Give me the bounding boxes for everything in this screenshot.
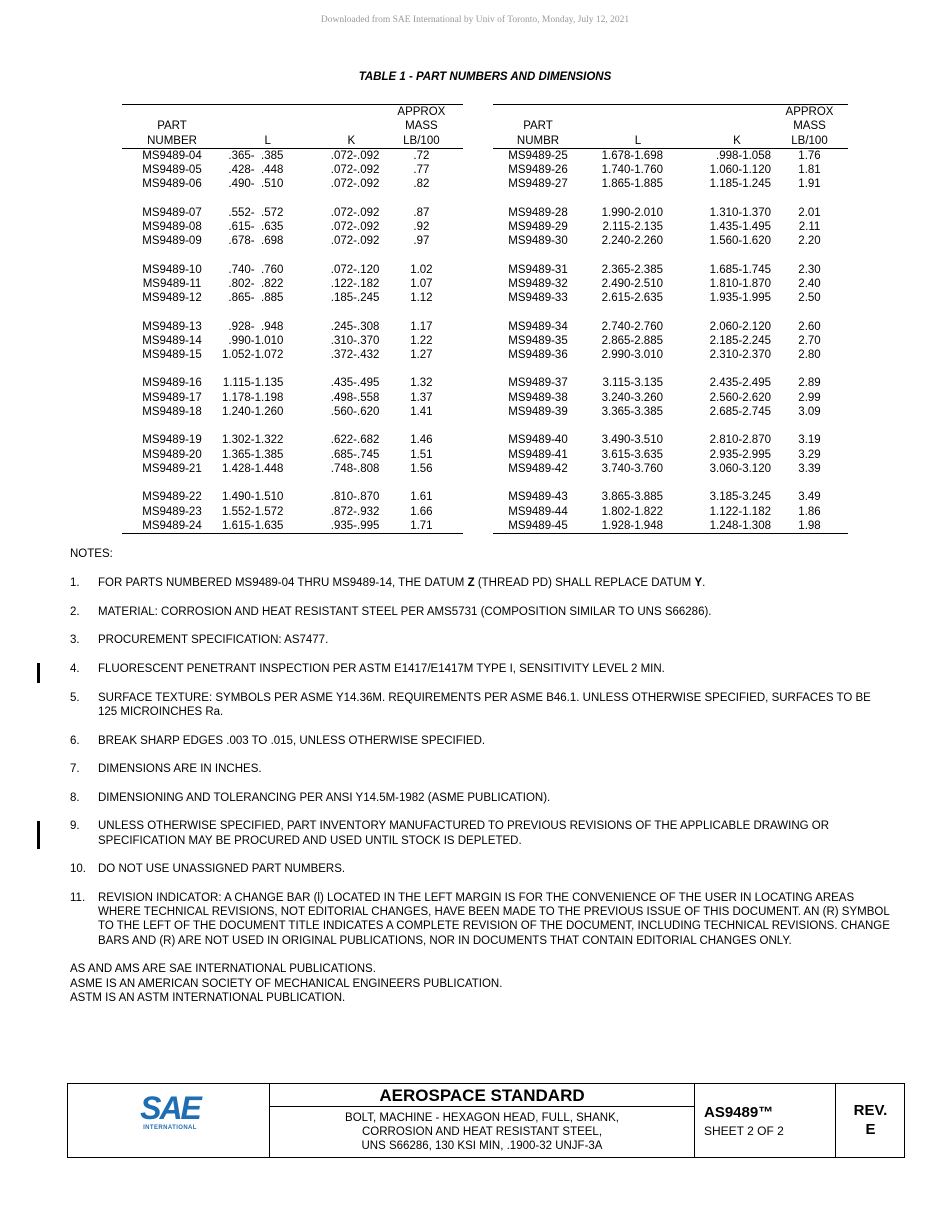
k-dimension-cell: .810-.870 xyxy=(330,491,380,504)
l-dimension-cell: 3.615-3.635 xyxy=(601,448,663,461)
k-dimension-cell: .072-.092 xyxy=(330,235,380,248)
k-dimension-cell: .622-.682 xyxy=(330,434,380,447)
mass-cell: .77 xyxy=(413,164,430,177)
note-number: 7. xyxy=(70,763,80,776)
l-dimension-cell: 1.302-1.322 xyxy=(222,434,284,447)
part-number-cell: MS9489-11 xyxy=(142,277,202,290)
mass-cell: 1.41 xyxy=(410,406,433,419)
table-row xyxy=(493,220,848,234)
mass-cell: 3.49 xyxy=(798,491,821,504)
note-text: DO NOT USE UNASSIGNED PART NUMBERS. xyxy=(98,863,346,876)
publication-line: ASME IS AN AMERICAN SOCIETY OF MECHANICAL ENGINEERS PUBLICATION. xyxy=(70,977,503,990)
mass-cell: 3.19 xyxy=(798,434,821,447)
table-row xyxy=(493,163,848,177)
l-dimension-cell: 3.490-3.510 xyxy=(601,434,663,447)
note-item xyxy=(70,819,890,848)
mass-cell: 1.46 xyxy=(410,434,433,447)
note-text: UNLESS OTHERWISE SPECIFIED, PART INVENTORY MANUFACTURED TO PREVIOUS REVISIONS OF THE APPLICABLE DRAWING OR SPECIFICATION MAY BE PROCURED AND USED UNTIL STOCK IS DEPLETED. xyxy=(98,820,830,847)
k-dimension-cell: .072-.092 xyxy=(330,178,380,191)
group-spacer xyxy=(122,249,463,263)
table-row xyxy=(122,519,463,534)
table-row xyxy=(493,277,848,291)
mass-cell: 1.51 xyxy=(410,448,433,461)
l-dimension-cell: 1.740-1.760 xyxy=(601,164,663,177)
group-spacer xyxy=(122,476,463,490)
part-number-cell: MS9489-07 xyxy=(142,206,202,219)
part-number-cell: MS9489-26 xyxy=(508,164,568,177)
group-spacer xyxy=(122,306,463,320)
note-item xyxy=(70,605,890,619)
l-dimension-cell: .490- .510 xyxy=(228,178,284,191)
revision-cell xyxy=(836,1084,905,1157)
l-dimension-cell: 2.740-2.760 xyxy=(601,320,663,333)
part-number-cell: MS9489-37 xyxy=(508,377,568,390)
note-item xyxy=(70,891,890,948)
part-number-cell: MS9489-21 xyxy=(142,462,202,475)
sae-logo-subtext: INTERNATIONAL xyxy=(143,1125,197,1131)
table-row xyxy=(122,490,463,504)
note-text: FOR PARTS NUMBERED MS9489-04 THRU MS9489-14, THE DATUM Z (THREAD PD) SHALL REPLACE DATUM Y. xyxy=(98,577,706,590)
mass-cell: 1.12 xyxy=(410,292,433,305)
part-number-cell: MS9489-14 xyxy=(142,334,202,347)
l-dimension-cell: .802- .822 xyxy=(228,277,284,290)
sae-logo xyxy=(136,1090,204,1131)
mass-cell: .87 xyxy=(413,206,430,219)
header-l: L xyxy=(222,105,293,148)
l-dimension-cell: 1.990-2.010 xyxy=(601,206,663,219)
k-dimension-cell: 1.185-1.245 xyxy=(709,178,771,191)
revision: REV. E xyxy=(836,1101,905,1139)
header-k: K xyxy=(293,105,379,148)
l-dimension-cell: .615- .635 xyxy=(228,221,284,234)
k-dimension-cell: .935-.995 xyxy=(293,519,379,534)
part-number-cell: MS9489-36 xyxy=(508,349,568,362)
l-dimension-cell: 1.178-1.198 xyxy=(222,391,284,404)
note-item xyxy=(70,762,890,776)
notes-title: NOTES: xyxy=(70,548,113,560)
group-spacer xyxy=(493,249,848,263)
k-dimension-cell: .245-.308 xyxy=(330,320,380,333)
mass-cell: 1.98 xyxy=(771,519,848,534)
k-dimension-cell: 2.685-2.745 xyxy=(709,406,771,419)
note-number: 10. xyxy=(70,863,86,876)
k-dimension-cell: .498-.558 xyxy=(330,391,380,404)
mass-cell: 1.27 xyxy=(410,349,433,362)
l-dimension-cell: 1.365-1.385 xyxy=(222,448,284,461)
l-dimension-cell: 1.490-1.510 xyxy=(222,491,284,504)
k-dimension-cell: 2.560-2.620 xyxy=(709,391,771,404)
part-number-cell: MS9489-16 xyxy=(142,377,202,390)
k-dimension-cell: 1.060-1.120 xyxy=(709,164,771,177)
parts-table-left xyxy=(122,104,463,534)
table-row xyxy=(493,291,848,305)
table-row xyxy=(122,163,463,177)
l-dimension-cell: 1.802-1.822 xyxy=(601,505,663,518)
note-text: REVISION INDICATOR: A CHANGE BAR (l) LOCATED IN THE LEFT MARGIN IS FOR THE CONVENIENCE OF THE USER IN LOCATING AREAS WHERE TECHNICAL REVISIONS, NOT EDITORIAL CHANGES, HAVE BEEN MADE TO THE PREVIOUS ISSUE OF THIS DOCUMENT. AN (R) SYMBOL TO THE LEFT OF THE DOCUMENT TITLE INDICATES A COMPLETE REVISION OF THE DOCUMENT, INCLUDING TECHNICAL REVISIONS. CHANGE BARS AND (R) ARE NOT USED IN ORIGINAL PUBLICATIONS, NOR IN DOCUMENTS THAT CONTAIN EDITORIAL CHANGES ONLY. xyxy=(98,891,890,947)
table-row xyxy=(122,220,463,234)
part-number-cell: MS9489-17 xyxy=(142,391,202,404)
mass-cell: 1.17 xyxy=(410,320,433,333)
table-row xyxy=(493,448,848,462)
mass-cell: 1.81 xyxy=(798,164,821,177)
table-row xyxy=(122,433,463,447)
k-dimension-cell: .072-.092 xyxy=(330,206,380,219)
table-row xyxy=(493,148,848,163)
table-row xyxy=(493,234,848,248)
group-spacer xyxy=(493,306,848,320)
l-dimension-cell: 2.990-3.010 xyxy=(601,349,663,362)
mass-cell: 1.56 xyxy=(410,462,433,475)
part-number-cell: MS9489-43 xyxy=(508,491,568,504)
part-number-cell: MS9489-06 xyxy=(142,178,202,191)
mass-cell: 1.22 xyxy=(410,334,433,347)
table-title: TABLE 1 - PART NUMBERS AND DIMENSIONS xyxy=(358,71,612,83)
part-number-cell: MS9489-22 xyxy=(142,491,202,504)
note-number: 4. xyxy=(70,663,80,676)
mass-cell: 2.60 xyxy=(798,320,821,333)
k-dimension-cell: .998-1.058 xyxy=(716,149,771,162)
mass-cell: 2.20 xyxy=(798,235,821,248)
table-row xyxy=(493,348,848,362)
mass-cell: 3.09 xyxy=(798,406,821,419)
part-number-cell: MS9489-42 xyxy=(508,462,568,475)
l-dimension-cell: 2.615-2.635 xyxy=(601,292,663,305)
part-number-cell: MS9489-32 xyxy=(508,277,568,290)
l-dimension-cell: 2.865-2.885 xyxy=(601,334,663,347)
l-dimension-cell: 3.865-3.885 xyxy=(601,491,663,504)
part-number-cell: MS9489-05 xyxy=(142,164,202,177)
note-text: FLUORESCENT PENETRANT INSPECTION PER ASTM E1417/E1417M TYPE I, SENSITIVITY LEVEL 2 MIN. xyxy=(98,663,665,676)
mass-cell: 1.61 xyxy=(410,491,433,504)
k-dimension-cell: .185-.245 xyxy=(330,292,380,305)
l-dimension-cell: 1.678-1.698 xyxy=(601,149,663,162)
part-number-cell: MS9489-04 xyxy=(142,149,202,162)
mass-cell: 2.50 xyxy=(798,292,821,305)
table-row xyxy=(122,234,463,248)
table-row xyxy=(493,505,848,519)
logo-cell xyxy=(68,1084,270,1157)
note-number: 2. xyxy=(70,605,80,618)
mass-cell: .72 xyxy=(413,149,430,162)
table-row xyxy=(493,519,848,534)
l-dimension-cell: 1.552-1.572 xyxy=(222,505,284,518)
l-dimension-cell: 2.365-2.385 xyxy=(601,263,663,276)
header-mass: APPROX MASS LB/100 xyxy=(379,105,463,148)
l-dimension-cell: 1.052-1.072 xyxy=(222,349,284,362)
mass-cell: .92 xyxy=(413,221,430,234)
table-row xyxy=(493,490,848,504)
mass-cell: 2.01 xyxy=(798,206,821,219)
part-number-cell: MS9489-20 xyxy=(142,448,202,461)
l-dimension-cell: 2.240-2.260 xyxy=(601,235,663,248)
part-number-cell: MS9489-27 xyxy=(508,178,568,191)
notes-section xyxy=(70,547,890,1005)
part-number-cell: MS9489-35 xyxy=(508,334,568,347)
note-item xyxy=(70,862,890,876)
note-number: 5. xyxy=(70,691,80,704)
l-dimension-cell: .990-1.010 xyxy=(228,334,284,347)
table-row xyxy=(122,263,463,277)
k-dimension-cell: 2.310-2.370 xyxy=(709,349,771,362)
l-dimension-cell: .928- .948 xyxy=(228,320,284,333)
l-dimension-cell: .740- .760 xyxy=(228,263,284,276)
l-dimension-cell: 3.115-3.135 xyxy=(602,377,663,390)
change-bar xyxy=(37,663,40,683)
revision-letter: E xyxy=(865,1121,876,1138)
part-number-cell: MS9489-12 xyxy=(142,292,202,305)
table-row xyxy=(493,433,848,447)
part-number-cell: MS9489-10 xyxy=(142,263,202,276)
table-row xyxy=(122,291,463,305)
group-spacer xyxy=(493,192,848,206)
l-dimension-cell: 2.115-2.135 xyxy=(602,221,663,234)
group-spacer xyxy=(493,362,848,376)
mass-cell: 1.66 xyxy=(410,505,433,518)
table-row xyxy=(122,334,463,348)
part-number-cell: MS9489-33 xyxy=(508,292,568,305)
part-number-cell: MS9489-44 xyxy=(508,505,568,518)
change-bar xyxy=(37,821,40,849)
publications xyxy=(70,962,890,1005)
note-text: SURFACE TEXTURE: SYMBOLS PER ASME Y14.36M. REQUIREMENTS PER ASME B46.1. UNLESS OTHERWISE SPECIFIED, SURFACES TO BE 125 MICROINCHES Ra. xyxy=(98,691,871,718)
note-text: BREAK SHARP EDGES .003 TO .015, UNLESS OTHERWISE SPECIFIED. xyxy=(98,734,486,747)
notes-list xyxy=(70,576,890,948)
k-dimension-cell: 3.185-3.245 xyxy=(709,491,771,504)
l-dimension-cell: 3.240-3.260 xyxy=(601,391,663,404)
title-block xyxy=(67,1083,905,1158)
k-dimension-cell: 1.248-1.308 xyxy=(673,519,771,534)
header-mass: APPROX MASS LB/100 xyxy=(771,105,848,148)
k-dimension-cell: .435-.495 xyxy=(330,377,380,390)
part-number-cell: MS9489-08 xyxy=(142,221,202,234)
header-part-number: PART NUMBER xyxy=(122,105,222,148)
group-spacer xyxy=(122,419,463,433)
part-number-cell: MS9489-41 xyxy=(508,448,568,461)
note-number: 6. xyxy=(70,734,80,747)
k-dimension-cell: .560-.620 xyxy=(330,406,380,419)
table-row xyxy=(122,391,463,405)
k-dimension-cell: .872-.932 xyxy=(330,505,380,518)
l-dimension-cell: .865- .885 xyxy=(228,292,284,305)
l-dimension-cell: 2.490-2.510 xyxy=(601,277,663,290)
l-dimension-cell: 1.240-1.260 xyxy=(222,406,284,419)
l-dimension-cell: .365- .385 xyxy=(228,149,284,162)
k-dimension-cell: .685-.745 xyxy=(330,448,380,461)
part-number-cell: MS9489-29 xyxy=(508,221,568,234)
table-row xyxy=(493,177,848,191)
k-dimension-cell: .122-.182 xyxy=(330,277,380,290)
k-dimension-cell: 2.060-2.120 xyxy=(709,320,771,333)
k-dimension-cell: .748-.808 xyxy=(330,462,380,475)
l-dimension-cell: 1.428-1.448 xyxy=(222,462,284,475)
mass-cell: 1.91 xyxy=(798,178,821,191)
table-row xyxy=(122,320,463,334)
table-row xyxy=(122,206,463,220)
part-number-cell: MS9489-39 xyxy=(508,406,568,419)
note-text: PROCUREMENT SPECIFICATION: AS7477. xyxy=(98,634,329,647)
header-l: L xyxy=(583,105,673,148)
l-dimension-cell: .552- .572 xyxy=(228,206,284,219)
group-spacer xyxy=(122,192,463,206)
table-row xyxy=(122,277,463,291)
part-number-cell: MS9489-19 xyxy=(142,434,202,447)
mass-cell: 1.76 xyxy=(798,149,821,162)
table-row xyxy=(493,376,848,390)
note-number: 1. xyxy=(70,577,80,590)
group-spacer xyxy=(122,362,463,376)
mass-cell: 1.07 xyxy=(410,277,433,290)
l-dimension-cell: 1.928-1.948 xyxy=(583,519,673,534)
mass-cell: .97 xyxy=(413,235,430,248)
part-number-cell: MS9489-30 xyxy=(508,235,568,248)
standard-heading: AEROSPACE STANDARD xyxy=(270,1084,694,1107)
table-row xyxy=(493,320,848,334)
part-number-cell: MS9489-09 xyxy=(142,235,202,248)
sae-logo-mark: SAE xyxy=(140,1090,200,1126)
mass-cell: 2.80 xyxy=(798,349,821,362)
l-dimension-cell: .428- .448 xyxy=(228,164,284,177)
k-dimension-cell: 1.435-1.495 xyxy=(709,221,771,234)
group-spacer xyxy=(493,476,848,490)
k-dimension-cell: 2.185-2.245 xyxy=(709,334,771,347)
k-dimension-cell: 1.935-1.995 xyxy=(709,292,771,305)
publication-line: ASTM IS AN ASTM INTERNATIONAL PUBLICATION. xyxy=(70,991,346,1004)
k-dimension-cell: 1.310-1.370 xyxy=(709,206,771,219)
table-row xyxy=(122,177,463,191)
k-dimension-cell: 2.935-2.995 xyxy=(709,448,771,461)
k-dimension-cell: .072-.092 xyxy=(330,164,380,177)
k-dimension-cell: .072-.120 xyxy=(330,263,380,276)
mass-cell: 3.39 xyxy=(798,462,821,475)
part-number-cell: MS9489-34 xyxy=(508,320,568,333)
sheet-number: SHEET 2 OF 2 xyxy=(704,1124,784,1138)
header-k: K xyxy=(673,105,771,148)
part-number-cell: MS9489-18 xyxy=(142,406,202,419)
part-number-cell: MS9489-31 xyxy=(508,263,568,276)
mass-cell: 1.32 xyxy=(410,377,433,390)
k-dimension-cell: 3.060-3.120 xyxy=(709,462,771,475)
download-watermark: Downloaded from SAE International by Univ of Toronto, Monday, July 12, 2021 xyxy=(320,15,630,25)
mass-cell: 3.29 xyxy=(798,448,821,461)
parts-table-right xyxy=(493,104,848,534)
k-dimension-cell: 1.560-1.620 xyxy=(709,235,771,248)
mass-cell: .82 xyxy=(413,178,430,191)
k-dimension-cell: 2.810-2.870 xyxy=(709,434,771,447)
note-number: 9. xyxy=(70,820,80,833)
table-row xyxy=(122,148,463,163)
part-number-cell: MS9489-15 xyxy=(142,349,202,362)
mass-cell: 2.40 xyxy=(798,277,821,290)
table-row xyxy=(122,448,463,462)
mass-cell: 2.11 xyxy=(798,221,821,234)
part-number-cell: MS9489-23 xyxy=(142,505,202,518)
note-item xyxy=(70,662,890,676)
mass-cell: 2.99 xyxy=(798,391,821,404)
note-text: DIMENSIONS ARE IN INCHES. xyxy=(98,763,262,776)
l-dimension-cell: 1.115-1.135 xyxy=(222,377,284,390)
mass-cell: 1.02 xyxy=(410,263,433,276)
doc-number-cell xyxy=(695,1084,836,1157)
part-number-cell: MS9489-45 xyxy=(493,519,583,534)
header-part-number: PART NUMBR xyxy=(493,105,583,148)
part-number-cell: MS9489-40 xyxy=(508,434,568,447)
l-dimension-cell: 1.615-1.635 xyxy=(222,519,293,534)
publication-line: AS AND AMS ARE SAE INTERNATIONAL PUBLICATIONS. xyxy=(70,963,376,976)
note-item xyxy=(70,791,890,805)
table-row xyxy=(493,263,848,277)
table-row xyxy=(493,334,848,348)
l-dimension-cell: 3.740-3.760 xyxy=(601,462,663,475)
mass-cell: 2.89 xyxy=(798,377,821,390)
k-dimension-cell: .372-.432 xyxy=(330,349,380,362)
note-item xyxy=(70,691,890,720)
note-item xyxy=(70,734,890,748)
title-cell xyxy=(270,1084,695,1157)
mass-cell: 1.71 xyxy=(379,519,463,534)
k-dimension-cell: .310-.370 xyxy=(330,334,380,347)
note-number: 8. xyxy=(70,791,80,804)
mass-cell: 1.37 xyxy=(410,391,433,404)
part-number-cell: MS9489-24 xyxy=(122,519,222,534)
part-number-cell: MS9489-25 xyxy=(508,149,568,162)
table-row xyxy=(493,206,848,220)
document-number: AS9489™ xyxy=(704,1104,774,1121)
table-row xyxy=(493,405,848,419)
table-row xyxy=(493,391,848,405)
mass-cell: 2.30 xyxy=(798,263,821,276)
table-row xyxy=(122,462,463,476)
k-dimension-cell: 1.810-1.870 xyxy=(709,277,771,290)
document-title: BOLT, MACHINE - HEXAGON HEAD, FULL, SHANK, CORROSION AND HEAT RESISTANT STEEL, UNS S66286, 130 KSI MIN, .1900-32 UNJF-3A xyxy=(345,1112,619,1152)
table-row xyxy=(122,376,463,390)
note-item xyxy=(70,576,890,590)
mass-cell: 2.70 xyxy=(798,334,821,347)
mass-cell: 1.86 xyxy=(798,505,821,518)
note-item xyxy=(70,633,890,647)
l-dimension-cell: 3.365-3.385 xyxy=(601,406,663,419)
k-dimension-cell: 2.435-2.495 xyxy=(709,377,771,390)
table-row xyxy=(122,405,463,419)
note-number: 3. xyxy=(70,634,80,647)
k-dimension-cell: 1.122-1.182 xyxy=(709,505,771,518)
part-number-cell: MS9489-13 xyxy=(142,320,202,333)
l-dimension-cell: 1.865-1.885 xyxy=(601,178,663,191)
table-row xyxy=(493,462,848,476)
k-dimension-cell: 1.685-1.745 xyxy=(709,263,771,276)
note-text: DIMENSIONING AND TOLERANCING PER ANSI Y14.5M-1982 (ASME PUBLICATION). xyxy=(98,791,551,804)
table-row xyxy=(122,505,463,519)
k-dimension-cell: .072-.092 xyxy=(330,149,380,162)
k-dimension-cell: .072-.092 xyxy=(330,221,380,234)
part-number-cell: MS9489-28 xyxy=(508,206,568,219)
table-row xyxy=(122,348,463,362)
part-number-cell: MS9489-38 xyxy=(508,391,568,404)
l-dimension-cell: .678- .698 xyxy=(228,235,284,248)
group-spacer xyxy=(493,419,848,433)
note-number: 11. xyxy=(70,891,86,904)
note-text: MATERIAL: CORROSION AND HEAT RESISTANT STEEL PER AMS5731 (COMPOSITION SIMILAR TO UNS S66286). xyxy=(98,605,712,618)
